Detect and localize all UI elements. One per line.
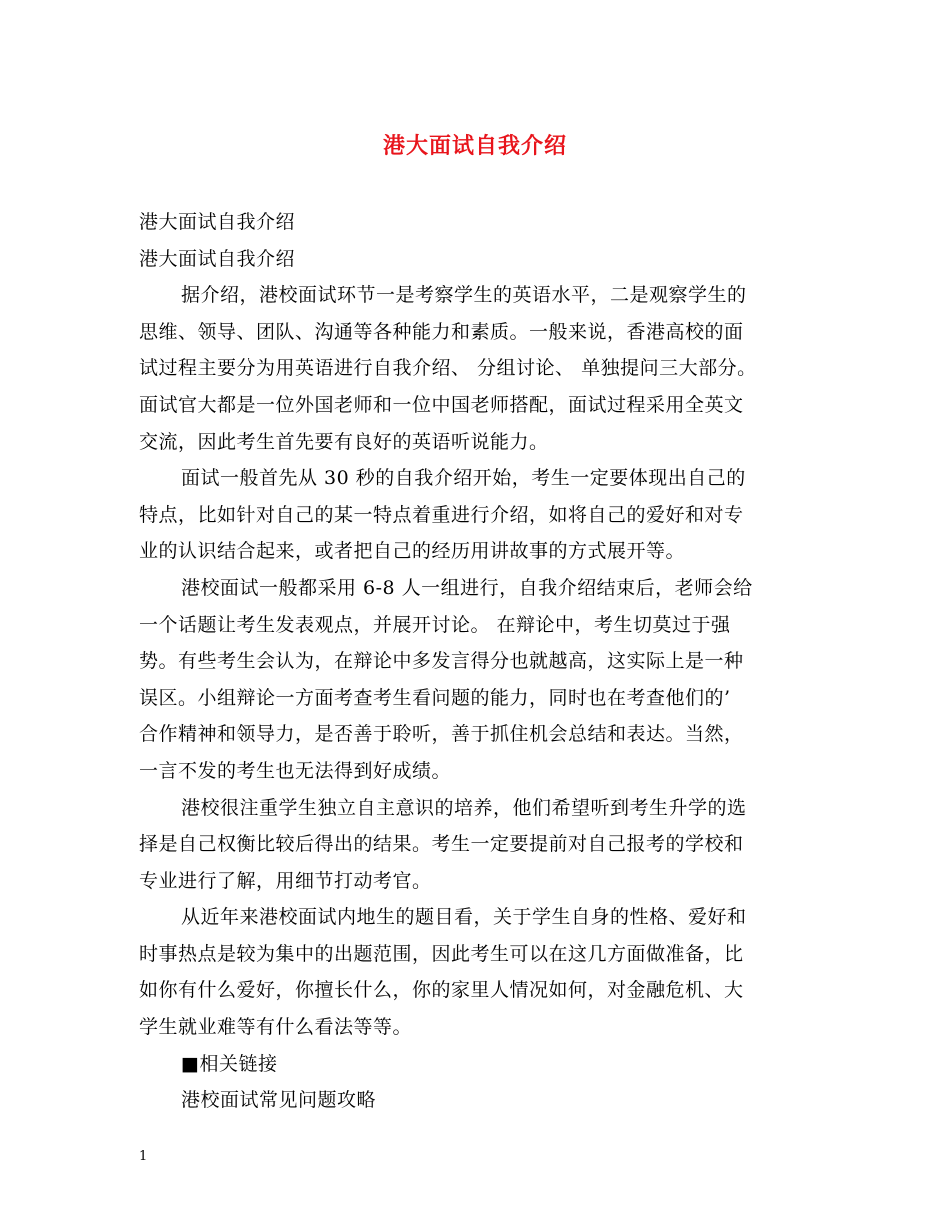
text-line: 面试一般首先从 30 秒的自我介绍开始，考生一定要体现出自己的 xyxy=(181,467,746,490)
text-line: 港大面试自我介绍 xyxy=(139,247,296,270)
text-line: 交流，因此考生首先要有良好的英语听说能力。 xyxy=(139,430,549,453)
text-line: 业的认识结合起来，或者把自己的经历用讲故事的方式展开等。 xyxy=(139,540,686,563)
document-body xyxy=(139,204,819,1119)
text-line: 一个话题让考生发表观点，并展开讨论。 在辩论中，考生切莫过于强 xyxy=(139,613,731,636)
text-line: 时事热点是较为集中的出题范围，因此考生可以在这几方面做准备，比 xyxy=(139,942,744,965)
text-line: 据介绍，港校面试环节一是考察学生的英语水平，二是观察学生的 xyxy=(181,284,747,307)
document-title: 港大面试自我介绍 xyxy=(382,133,567,159)
text-line: 港大面试自我介绍 xyxy=(139,211,296,233)
text-line: 误区。小组辩论一方面考查考生看问题的能力，同时也在考查他们的’ xyxy=(139,686,731,709)
text-line: 港校很注重学生独立自主意识的培养，他们希望听到考生升学的选 xyxy=(181,796,747,819)
text-line: 合作精神和领导力，是否善于聆听，善于抓住机会总结和表达。当然， xyxy=(139,723,744,746)
text-line: 专业进行了解，用细节打动考官。 xyxy=(139,869,432,892)
text-line: 如你有什么爱好，你擅长什么，你的家里人情况如何，对金融危机、大 xyxy=(139,979,744,1002)
text-line: 试过程主要分为用英语进行自我介绍、 分组讨论、 单独提问三大部分。 xyxy=(139,357,757,380)
text-line: 特点，比如针对自己的某一特点着重进行介绍，如将自己的爱好和对专 xyxy=(139,503,744,526)
text-line: 一言不发的考生也无法得到好成绩。 xyxy=(139,759,452,782)
text-line: 学生就业难等有什么看法等等。 xyxy=(139,1016,413,1039)
text-line: 面试官大都是一位外国老师和一位中国老师搭配，面试过程采用全英文 xyxy=(139,393,744,416)
text-line: 港校面试常见问题攻略 xyxy=(181,1089,377,1112)
text-line: 思维、领导、团队、沟通等各种能力和素质。一般来说，香港高校的面 xyxy=(139,320,744,343)
text-line: ■相关链接 xyxy=(181,1052,278,1075)
page-number: 1 xyxy=(139,1149,148,1164)
text-line: 从近年来港校面试内地生的题目看，关于学生自身的性格、爱好和 xyxy=(181,906,747,929)
text-line: 择是自己权衡比较后得出的结果。考生一定要提前对自己报考的学校和 xyxy=(139,833,744,856)
text-line: 港校面试一般都采用 6-8 人一组进行，自我介绍结束后，老师会给 xyxy=(181,576,753,599)
text-line: 势。有些考生会认为，在辩论中多发言得分也就越高，这实际上是一种 xyxy=(139,650,744,673)
